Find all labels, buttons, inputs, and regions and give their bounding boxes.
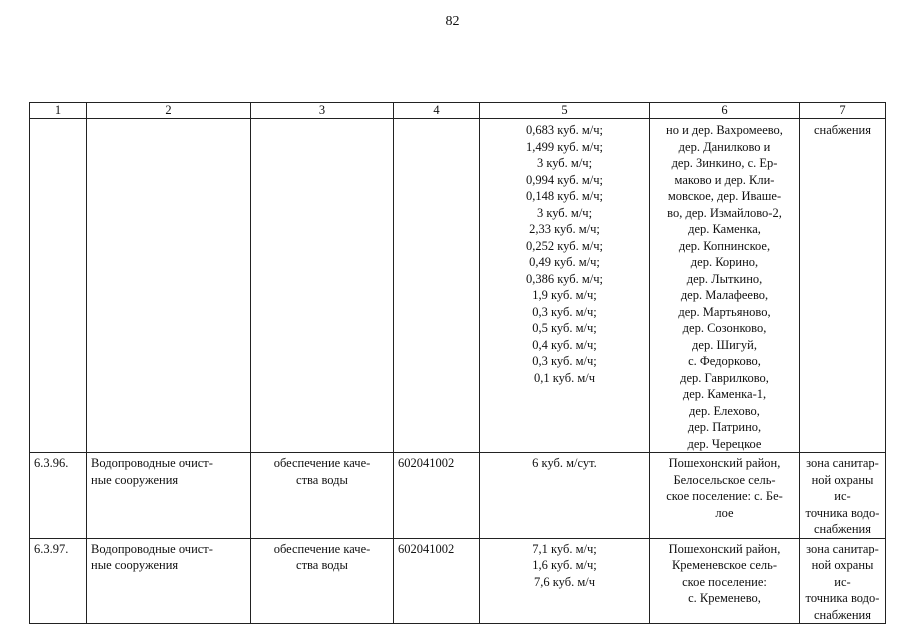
cell-line: 7,1 куб. м/ч; [532, 541, 597, 556]
cell-line: 0,4 куб. м/ч; [532, 337, 597, 352]
cell-line: мовское, дер. Иваше- [667, 189, 782, 203]
cell-line: дер. Елехово, [689, 403, 760, 418]
cell-line: точника водо- [805, 591, 880, 605]
header-cell: 5 [480, 103, 650, 119]
cell-line: ные сооружения [91, 472, 179, 487]
cell-line: зона санитар- [806, 541, 879, 556]
cell-line: ной охраны ис- [811, 558, 874, 589]
cell-line: Водопроводные очист- [91, 456, 213, 470]
cell-line: дер. Каменка-1, [682, 387, 767, 401]
cell-line: ское поселение: с. Бе- [666, 489, 783, 503]
location-cell [650, 453, 800, 539]
cell-line: снабжения [814, 123, 871, 137]
zone-cell [800, 453, 886, 539]
cell-line: 7,6 куб. м/ч [533, 574, 595, 589]
location-cell [650, 538, 800, 624]
cell-line: ной охраны ис- [811, 472, 874, 503]
code-cell [394, 119, 480, 453]
name-cell [87, 119, 251, 453]
cell-line: обеспечение каче- [273, 456, 371, 470]
cell-line: 0,5 куб. м/ч; [532, 321, 597, 335]
zone-cell [800, 538, 886, 624]
cell-line: Кременевское сель- [671, 558, 778, 572]
cell-line: 0,252 куб. м/ч; [526, 238, 603, 253]
table-row [30, 453, 886, 539]
purpose-cell [251, 453, 394, 539]
header-cell: 2 [87, 103, 251, 119]
cell-line: дер. Малафеево, [680, 288, 769, 302]
code-cell: 602041002 [394, 538, 480, 624]
purpose-cell [251, 538, 394, 624]
cell-line: 0,49 куб. м/ч; [529, 255, 600, 269]
zone-cell [800, 119, 886, 453]
cell-line: дер. Черецкое [687, 436, 762, 451]
cell-line: маково и дер. Кли- [674, 172, 775, 187]
cell-line: дер. Гаврилково, [680, 370, 769, 385]
cell-line: ные сооружения [91, 558, 179, 572]
header-row [30, 103, 886, 119]
header-cell: 3 [251, 103, 394, 119]
cell-line: дер. Лыткино, [686, 271, 763, 286]
num-cell: 6.3.96. [30, 453, 87, 539]
cell-line: дер. Корино, [690, 255, 759, 269]
cell-line: 1,6 куб. м/ч; [532, 558, 597, 572]
cell-line: дер. Мартьяново, [678, 304, 771, 319]
cell-line: ства воды [296, 558, 348, 572]
cell-line: 1,499 куб. м/ч; [526, 139, 603, 154]
header-cell: 4 [394, 103, 480, 119]
cell-line: 3 куб. м/ч; [536, 156, 593, 170]
cell-line: 0,1 куб. м/ч [533, 370, 595, 385]
cell-line: 1,9 куб. м/ч; [532, 288, 597, 302]
cell-line: Пошехонский район, [668, 541, 781, 556]
cell-line: зона санитар- [806, 456, 879, 470]
header-cell: 1 [30, 103, 87, 119]
cell-line: но и дер. Вахромеево, [666, 123, 783, 137]
capacity-cell [480, 453, 650, 539]
header-cell: 6 [650, 103, 800, 119]
num-cell [30, 119, 87, 453]
table-row [30, 538, 886, 624]
cell-line: дер. Каменка, [688, 222, 761, 236]
purpose-cell [251, 119, 394, 453]
num-cell: 6.3.97. [30, 538, 87, 624]
cell-line: точника водо- [805, 505, 880, 520]
cell-line: лое [715, 505, 734, 520]
capacity-cell [480, 538, 650, 624]
header-cell: 7 [800, 103, 886, 119]
capacity-cell [480, 119, 650, 453]
name-cell [87, 538, 251, 624]
cell-line: дер. Шигуй, [692, 337, 757, 352]
cell-line: 3 куб. м/ч; [536, 205, 593, 220]
cell-line: ства воды [296, 472, 348, 487]
cell-line: Водопроводные очист- [91, 541, 213, 556]
location-cell [650, 119, 800, 453]
cell-line: Пошехонский район, [668, 456, 781, 470]
cell-line: 2,33 куб. м/ч; [529, 222, 600, 236]
cell-line: дер. Данилково и [678, 139, 771, 154]
cell-line: Белосельское сель- [673, 472, 776, 487]
cell-line: 0,683 куб. м/ч; [526, 123, 603, 137]
cell-line: 6 куб. м/сут. [532, 456, 597, 470]
cell-line: во, дер. Измайлово-2, [667, 205, 782, 220]
cell-line: дер. Созонково, [682, 321, 767, 335]
cell-line: 0,3 куб. м/ч; [532, 354, 597, 368]
page-number: 82 [445, 14, 460, 29]
cell-line: снабжения [814, 607, 871, 622]
cell-line: дер. Копнинское, [678, 238, 771, 253]
cell-line: снабжения [814, 522, 871, 536]
cell-line: обеспечение каче- [273, 541, 371, 556]
cell-line: с. Кременево, [688, 591, 761, 605]
cell-line: 0,994 куб. м/ч; [526, 172, 603, 187]
cell-line: 0,3 куб. м/ч; [532, 304, 597, 319]
cell-line: с. Федорково, [688, 354, 761, 368]
name-cell [87, 453, 251, 539]
cell-line: 0,386 куб. м/ч; [526, 271, 603, 286]
cell-line: ское поселение: [682, 574, 767, 589]
cell-line: 0,148 куб. м/ч; [526, 189, 603, 203]
facilities-table [29, 102, 886, 624]
table-row-continuation [30, 119, 886, 453]
cell-line: дер. Зинкино, с. Ер- [671, 156, 778, 170]
code-cell: 602041002 [394, 453, 480, 539]
cell-line: дер. Патрино, [687, 420, 762, 434]
